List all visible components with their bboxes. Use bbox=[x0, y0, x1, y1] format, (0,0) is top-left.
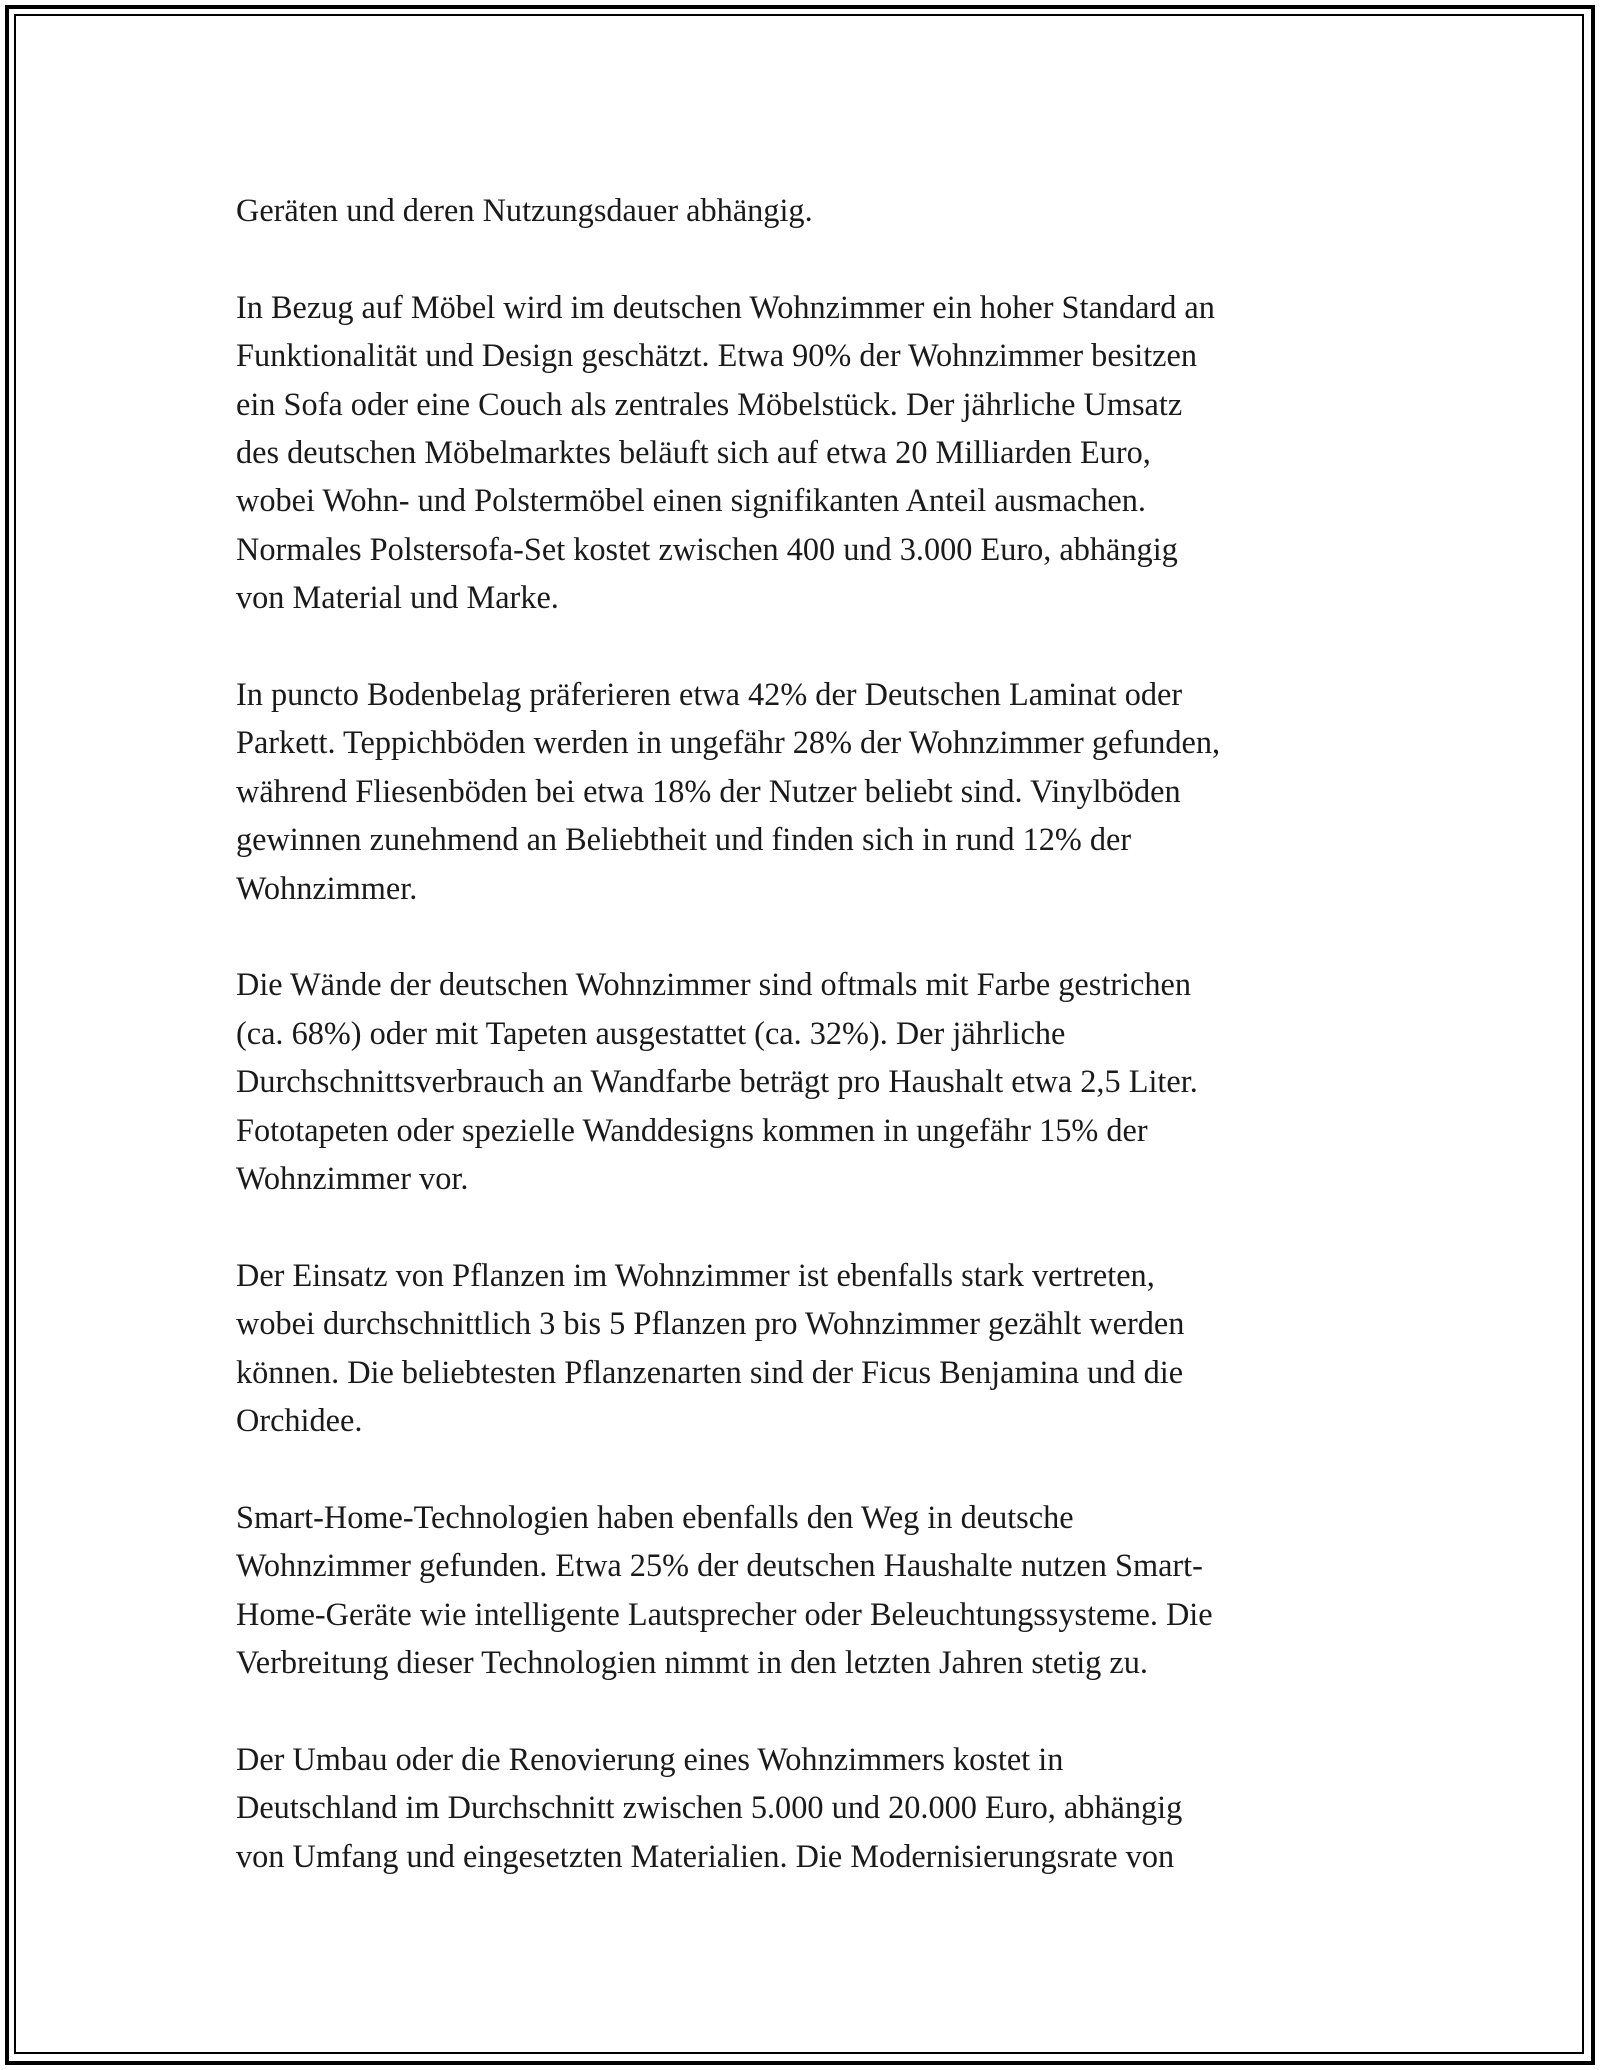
text-line: Wohnzimmer vor. bbox=[236, 1160, 469, 1197]
text-line: Wohnzimmer gefunden. Etwa 25% der deutschen Haushalte nutzen Smart- bbox=[236, 1547, 1203, 1584]
paragraph-7 bbox=[236, 1735, 1366, 1880]
paragraph-5 bbox=[236, 1251, 1366, 1445]
text-line: Deutschland im Durchschnitt zwischen 5.000 und 20.000 Euro, abhängig bbox=[236, 1789, 1183, 1826]
text-line: (ca. 68%) oder mit Tapeten ausgestattet (ca. 32%). Der jährliche bbox=[236, 1014, 1066, 1051]
text-line: ein Sofa oder eine Couch als zentrales Möbelstück. Der jährliche Umsatz bbox=[236, 385, 1183, 422]
paragraph-4 bbox=[236, 960, 1366, 1202]
text-line: Funktionalität und Design geschätzt. Etwa 90% der Wohnzimmer besitzen bbox=[236, 337, 1197, 374]
text-line: Smart-Home-Technologien haben ebenfalls den Weg in deutsche bbox=[236, 1498, 1074, 1535]
text-line: Home-Geräte wie intelligente Lautsprecher oder Beleuchtungssysteme. Die bbox=[236, 1595, 1213, 1632]
text-line: Orchidee. bbox=[236, 1402, 363, 1439]
text-line: Fototapeten oder spezielle Wanddesigns kommen in ungefähr 15% der bbox=[236, 1111, 1148, 1148]
text-line: Wohnzimmer. bbox=[236, 869, 418, 906]
paragraph-2 bbox=[236, 283, 1366, 622]
text-line: Geräten und deren Nutzungsdauer abhängig. bbox=[236, 192, 813, 228]
text-line: von Umfang und eingesetzten Materialien. Die Modernisierungsrate von bbox=[236, 1837, 1175, 1874]
text-line: In puncto Bodenbelag präferieren etwa 42% der Deutschen Laminat oder bbox=[236, 676, 1183, 713]
text-line: Durchschnittsverbrauch an Wandfarbe beträgt pro Haushalt etwa 2,5 Liter. bbox=[236, 1063, 1198, 1100]
document-body bbox=[236, 186, 1366, 1880]
paragraph-1 bbox=[236, 186, 1366, 234]
text-line: In Bezug auf Möbel wird im deutschen Wohnzimmer ein hoher Standard an bbox=[236, 288, 1215, 325]
paragraph-6 bbox=[236, 1493, 1366, 1687]
paragraph-3 bbox=[236, 670, 1366, 912]
text-line: Verbreitung dieser Technologien nimmt in den letzten Jahren stetig zu. bbox=[236, 1644, 1148, 1681]
text-line: wobei Wohn- und Polstermöbel einen signifikanten Anteil ausmachen. bbox=[236, 482, 1146, 519]
text-line: des deutschen Möbelmarktes beläuft sich auf etwa 20 Milliarden Euro, bbox=[236, 434, 1151, 471]
text-line: Die Wände der deutschen Wohnzimmer sind oftmals mit Farbe gestrichen bbox=[236, 966, 1191, 1003]
text-line: gewinnen zunehmend an Beliebtheit und finden sich in rund 12% der bbox=[236, 821, 1132, 858]
text-line: können. Die beliebtesten Pflanzenarten sind der Ficus Benjamina und die bbox=[236, 1353, 1184, 1390]
text-line: während Fliesenböden bei etwa 18% der Nutzer beliebt sind. Vinylböden bbox=[236, 772, 1181, 809]
text-line: von Material und Marke. bbox=[236, 579, 559, 616]
text-line: Der Umbau oder die Renovierung eines Wohnzimmers kostet in bbox=[236, 1740, 1064, 1777]
text-line: Normales Polstersofa-Set kostet zwischen 400 und 3.000 Euro, abhängig bbox=[236, 530, 1178, 567]
text-line: wobei durchschnittlich 3 bis 5 Pflanzen pro Wohnzimmer gezählt werden bbox=[236, 1305, 1185, 1342]
text-line: Parkett. Teppichböden werden in ungefähr 28% der Wohnzimmer gefunden, bbox=[236, 724, 1221, 761]
text-line: Der Einsatz von Pflanzen im Wohnzimmer ist ebenfalls stark vertreten, bbox=[236, 1256, 1155, 1293]
